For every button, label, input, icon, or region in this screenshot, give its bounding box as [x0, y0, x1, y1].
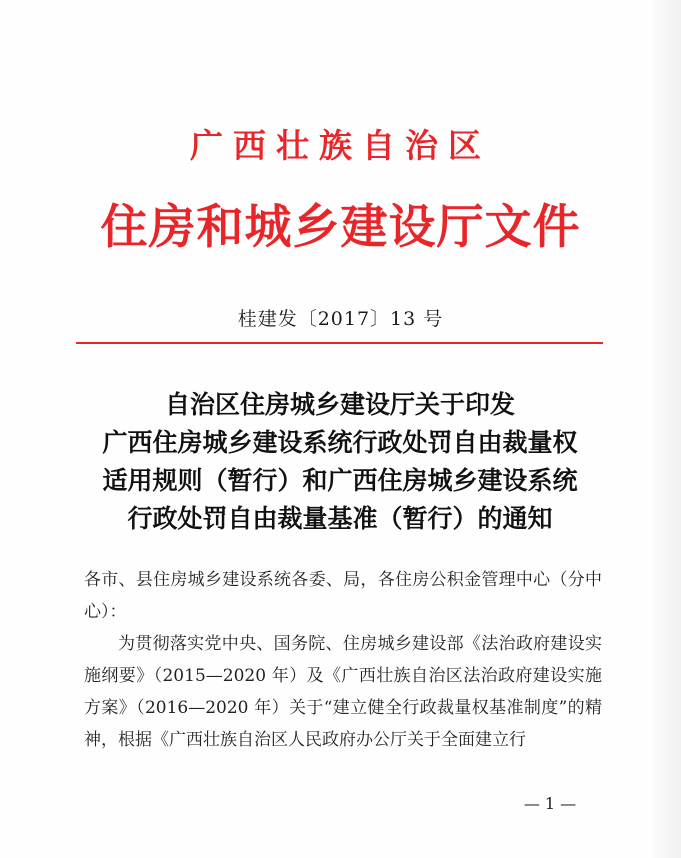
title-line: 广西住房城乡建设系统行政处罚自由裁量权 [102, 428, 578, 457]
document-body [84, 564, 602, 756]
title-line: 自治区住房城乡建设厅关于印发 [164, 390, 515, 419]
red-divider-line [76, 342, 603, 344]
issuer-line-1: 广西壮族自治区 [190, 126, 491, 165]
body-paragraph: 为贯彻落实党中央、国务院、住房城乡建设部《法治政府建设实施纲要》（2015—2020 年）及《广西壮族自治区法治政府建设实施方案》（2016—2020 年）关于“建立健全行政裁量权基准制度”的精神，根据《广西壮族自治区人民政府办公厅关于全面建立行 [84, 634, 602, 750]
page-number: — 1 — [523, 794, 577, 813]
issuer-line-2: 住房和城乡建设厅文件 [100, 200, 581, 255]
document-title [50, 386, 630, 538]
document-number: 桂建发〔2017〕13 号 [237, 308, 444, 330]
title-line: 行政处罚自由裁量基准（暂行）的通知 [127, 504, 553, 533]
addressee: 各市、县住房城乡建设系统各委、局，各住房公积金管理中心（分中心）： [84, 570, 602, 622]
title-line: 适用规则（暂行）和广西住房城乡建设系统 [102, 466, 578, 495]
